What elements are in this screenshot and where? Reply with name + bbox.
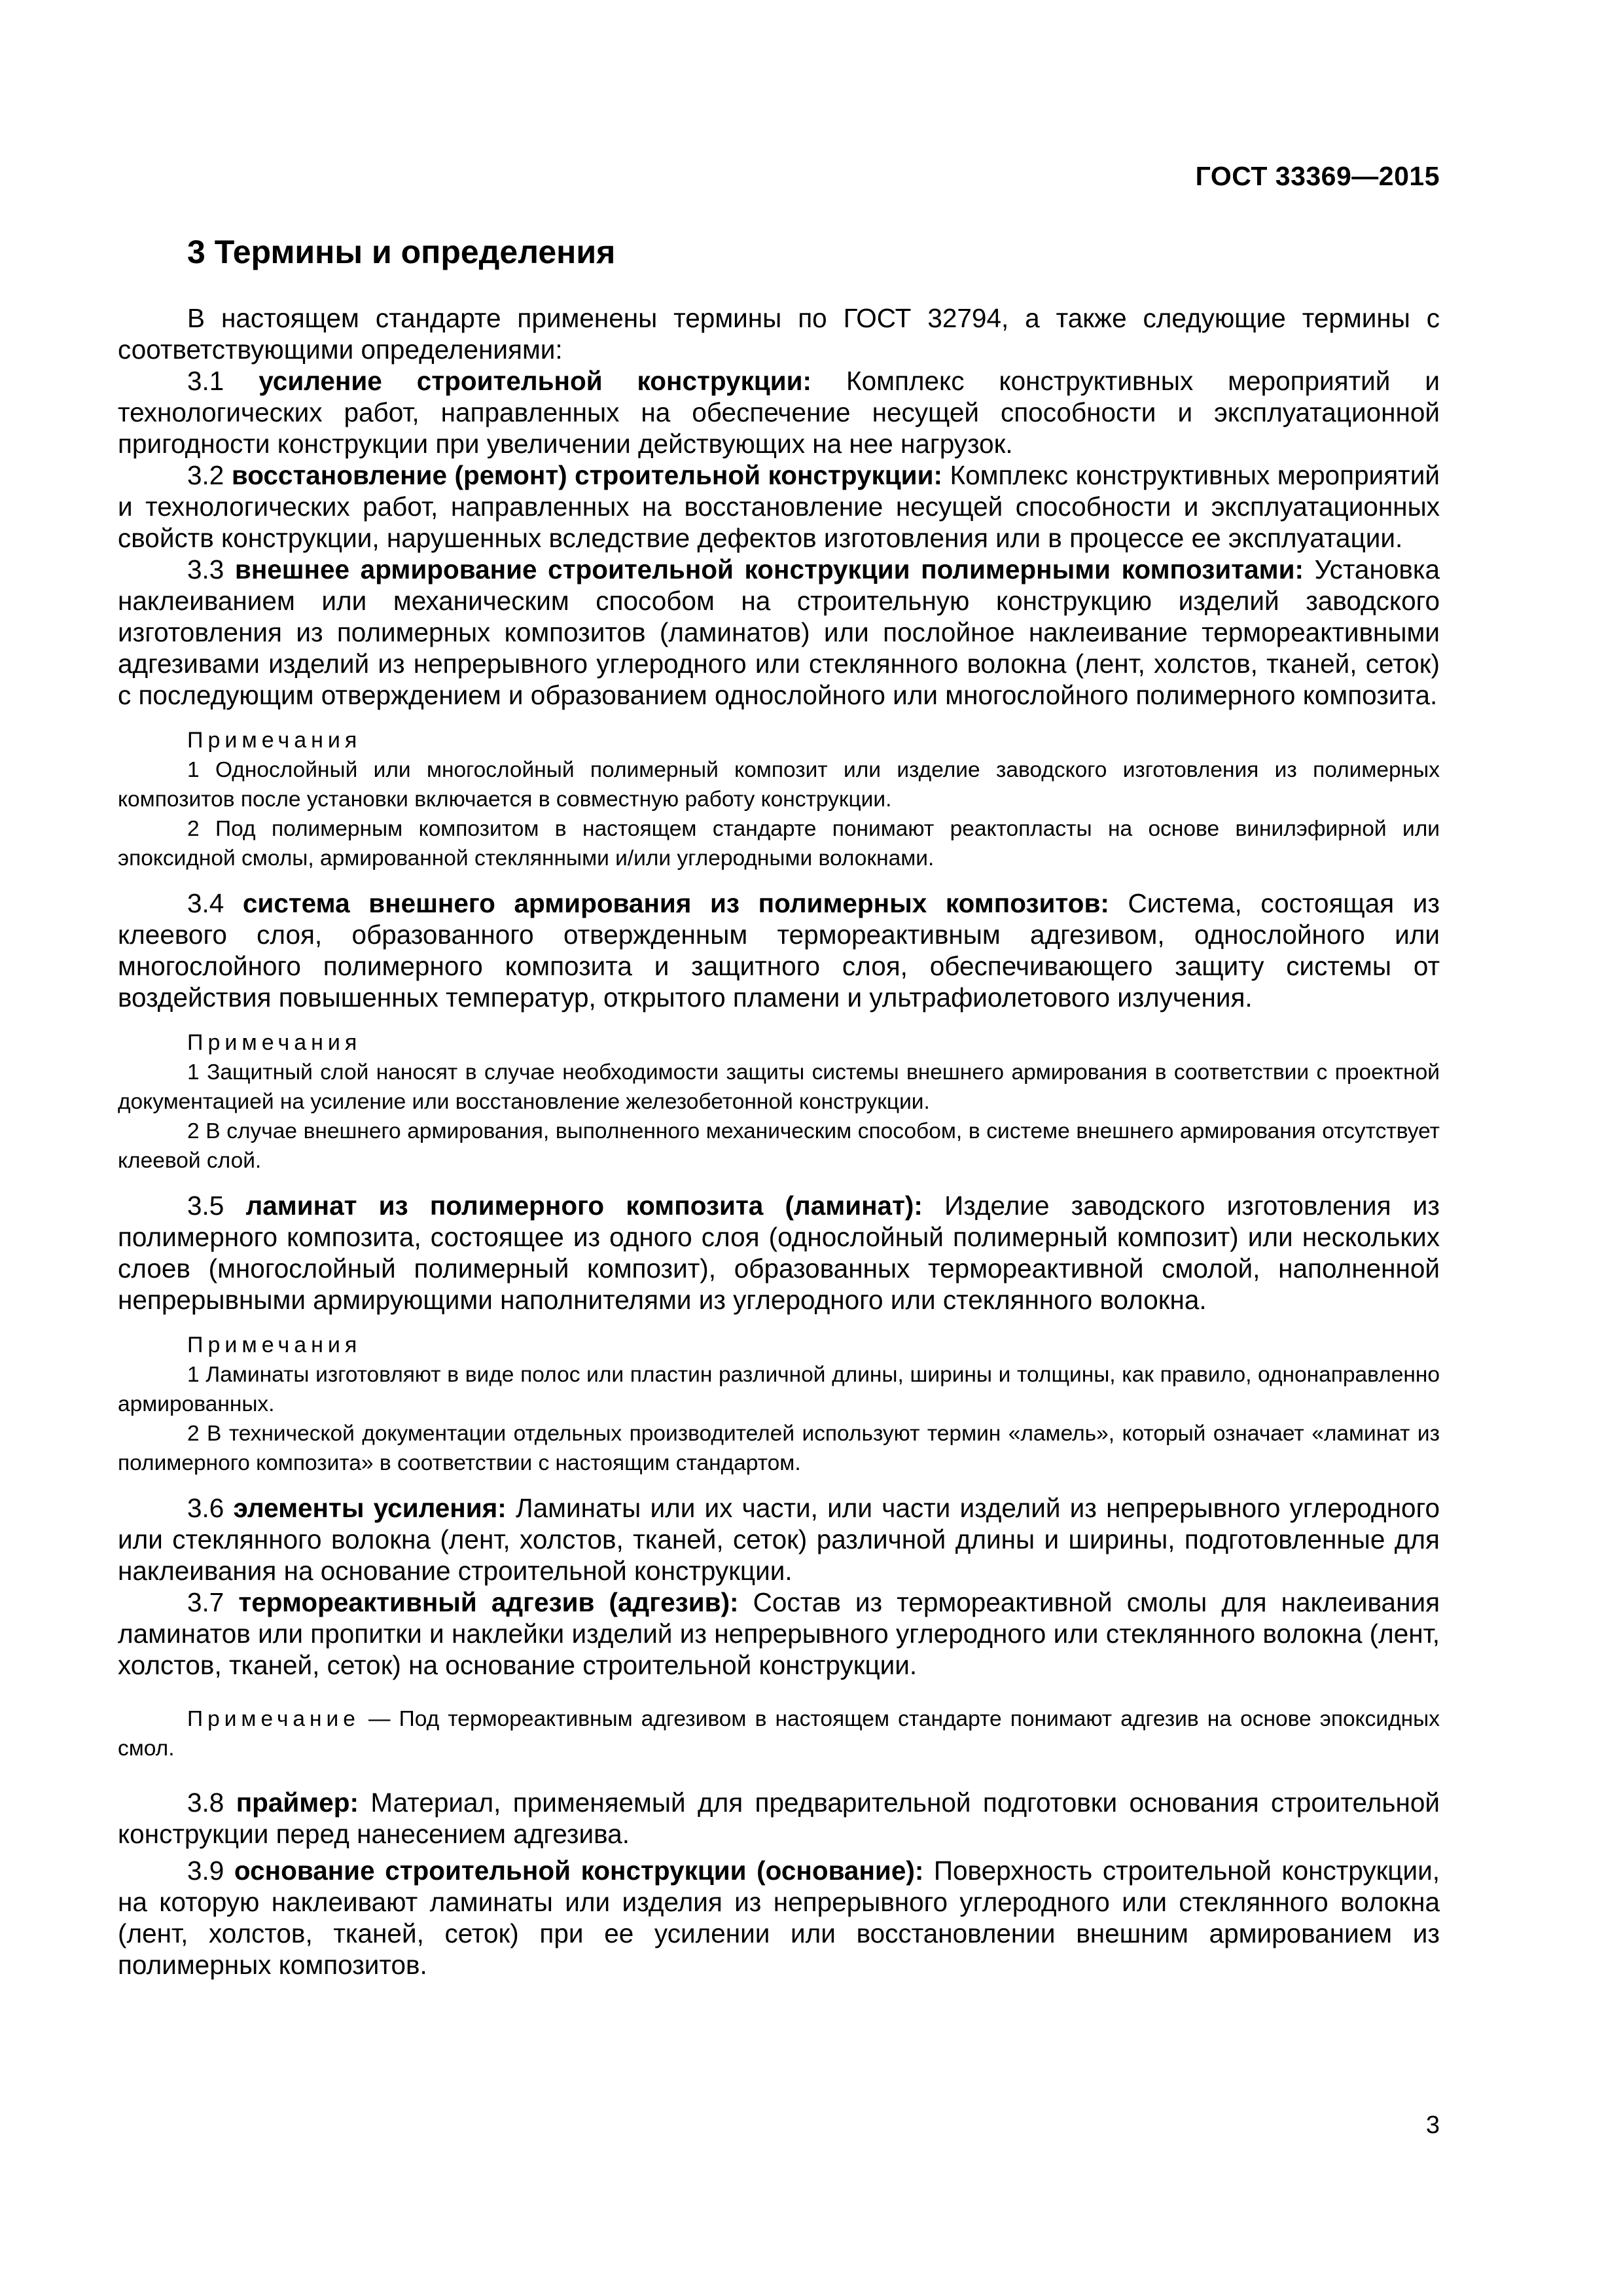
term-number: 3.4: [187, 888, 224, 918]
note-body: — Под термореактивным адгезивом в настоящем стандарте понимают адгезив на основе эпоксидных смол.: [118, 1707, 1440, 1761]
note-3-4-2: 2 В случае внешнего армирования, выполненного механическим способом, в системе внешнего армирования отсутствует клеевой слой.: [118, 1119, 1440, 1173]
term-number: 3.5: [187, 1191, 224, 1221]
term-number: 3.7: [187, 1587, 224, 1617]
term-3-3: [118, 554, 1440, 711]
term-3-4: [118, 888, 1440, 1013]
standard-number-header: ГОСТ 33369—2015: [1195, 161, 1440, 191]
term-number: 3.8: [187, 1787, 224, 1818]
note-3-3-2: 2 Под полимерным композитом в настоящем стандарте понимают реактопласты на основе винилэфирной или эпоксидной смолы, армированной стеклянными и/или углеродными волокнами.: [118, 817, 1440, 870]
term-number: 3.6: [187, 1493, 224, 1523]
term-name: система внешнего армирования из полимерных композитов:: [242, 888, 1109, 918]
notes-heading: Примечания: [187, 1030, 362, 1055]
note-3-5-1: 1 Ламинаты изготовляют в виде полос или пластин различной длины, ширины и толщины, как правило, однонаправленно армированных.: [118, 1363, 1440, 1416]
term-name: усиление строительной конструкции:: [259, 366, 812, 396]
term-name: праймер:: [236, 1787, 359, 1818]
term-name: ламинат из полимерного композита (ламинат):: [245, 1191, 923, 1221]
term-number: 3.3: [187, 554, 224, 584]
section-content: [118, 302, 1440, 1981]
term-definition: Изделие заводского изготовления из полимерного композита, состоящее из одного слоя (однослойный полимерный композит) или нескольких слоев (многослойный полимерный композит), образованных термореактивной смолой, наполненной непрерывными армирующими наполнителями из углеродного или стеклянного волокна.: [118, 1191, 1440, 1315]
term-3-7: [118, 1587, 1440, 1681]
term-definition: Комплекс конструктивных мероприятий и технологических работ, направленных на обеспечение несущей способности и эксплуатационной пригодности конструкции при увеличении действующих на нее нагрузок.: [118, 366, 1440, 459]
term-definition: Комплекс конструктивных мероприятий и технологических работ, направленных на восстановление несущей способности и эксплуатационных свойств конструкции, нарушенных вследствие дефектов изготовления или в процессе ее эксплуатации.: [118, 460, 1440, 553]
term-definition: Состав из термореактивной смолы для наклеивания ламинатов или пропитки и наклейки изделий из непрерывного углеродного или стеклянного волокна (лент, холстов, тканей, сеток) на основание строительной конструкции.: [118, 1587, 1440, 1680]
term-definition: Материал, применяемый для предварительной подготовки основания строительной конструкции перед нанесением адгезива.: [118, 1787, 1440, 1849]
term-name: элементы усиления:: [233, 1493, 507, 1523]
note-3-5-2: 2 В технической документации отдельных производителей используют термин «ламель», который означает «ламинат из полимерного композита» в соответствии с настоящим стандартом.: [118, 1422, 1440, 1475]
term-number: 3.2: [187, 460, 224, 490]
note-3-7: [118, 1704, 1440, 1763]
term-number: 3.1: [187, 366, 224, 396]
note-3-4-1: 1 Защитный слой наносят в случае необходимости защиты системы внешнего армирования в соответствии с проектной документацией на усиление или восстановление железобетонной конструкции.: [118, 1060, 1440, 1114]
term-3-6: [118, 1492, 1440, 1587]
notes-heading: Примечания: [187, 728, 362, 753]
term-definition: Система, состоящая из клеевого слоя, образованного отвержденным термореактивным адгезивом, однослойного или многослойного полимерного композита и защитного слоя, обеспечивающего защиту системы от воздействия повышенных температур, открытого пламени и ультрафиолетового излучения.: [118, 888, 1440, 1013]
note-label: Примечание: [187, 1707, 360, 1731]
term-number: 3.9: [187, 1856, 224, 1886]
term-3-1: [118, 365, 1440, 459]
document-page: [118, 0, 1440, 2296]
section-title: 3 Термины и определения: [187, 234, 616, 270]
term-definition: Установка наклеиванием или механическим способом на строительную конструкцию изделий заводского изготовления из полимерных композитов (ламинатов) или послойное наклеивание термореактивными адгезивами изделий из непрерывного углеродного или стеклянного волокна (лент, холстов, тканей, сеток) с последующим отверждением и образованием однослойного или многослойного полимерного композита.: [118, 554, 1440, 710]
term-name: внешнее армирование строительной конструкции полимерными композитами:: [234, 554, 1304, 584]
term-name: термореактивный адгезив (адгезив):: [238, 1587, 739, 1617]
term-3-9: [118, 1855, 1440, 1981]
term-name: основание строительной конструкции (основание):: [234, 1856, 924, 1886]
page-number: 3: [1425, 2111, 1440, 2139]
term-definition: Поверхность строительной конструкции, на которую наклеивают ламинаты или изделия из непрерывного углеродного или стеклянного волокна (лент, холстов, тканей, сеток) при ее усилении или восстановлении внешним армированием из полимерных композитов.: [118, 1856, 1440, 1980]
notes-heading: Примечания: [187, 1333, 362, 1357]
term-3-5: [118, 1190, 1440, 1316]
note-3-3-1: 1 Однослойный или многослойный полимерный композит или изделие заводского изготовления из полимерных композитов после установки включается в совместную работу конструкции.: [118, 758, 1440, 812]
intro-paragraph: В настоящем стандарте применены термины по ГОСТ 32794, а также следующие термины с соответствующими определениями:: [118, 303, 1440, 365]
term-definition: Ламинаты или их части, или части изделий из непрерывного углеродного или стеклянного волокна (лент, холстов, тканей, сеток) различной длины и ширины, подготовленные для наклеивания на основание строительной конструкции.: [118, 1493, 1440, 1586]
term-3-8: [118, 1787, 1440, 1850]
term-3-2: [118, 459, 1440, 554]
term-name: восстановление (ремонт) строительной конструкции:: [231, 460, 942, 490]
